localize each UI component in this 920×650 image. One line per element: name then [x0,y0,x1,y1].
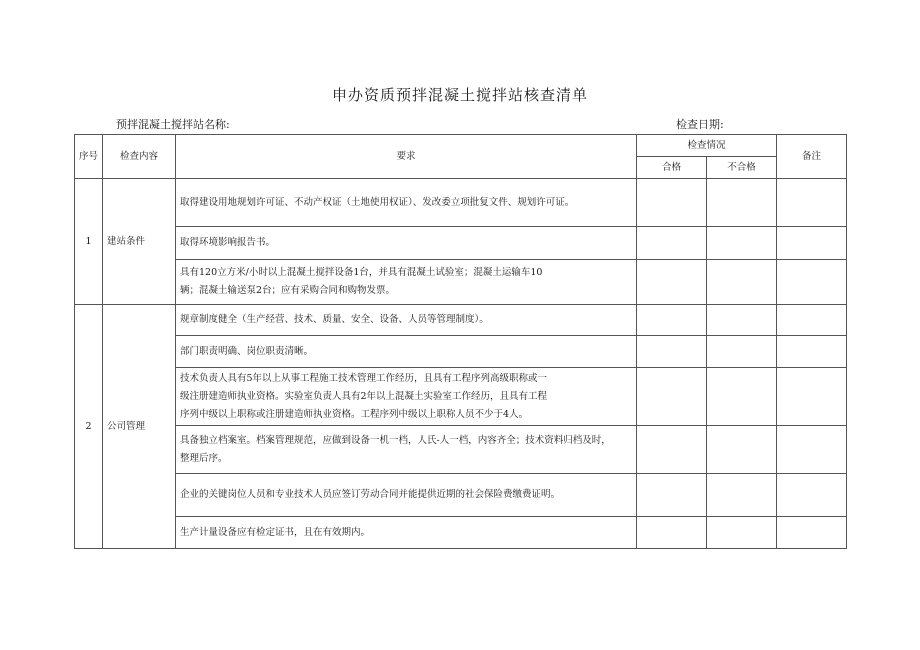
requirement-cell [176,426,637,474]
remark-cell[interactable] [777,368,847,426]
table-row [75,227,847,260]
table-row [75,474,847,517]
requirement-line: 整理后序。 [180,452,228,464]
requirement-line: 序列中级以上职称或注册建造师执业资格。工程序列中级以上职称人员不少于4人。 [180,408,529,420]
pass-cell[interactable] [637,305,707,336]
requirement-cell [176,179,637,227]
pass-cell[interactable] [637,517,707,549]
requirement-line: 取得建设用地规划许可证、不动产权证（土地使用权证）、发改委立项批复文件、规划许可证。 [180,196,575,208]
pass-cell[interactable] [637,179,707,227]
requirement-line: 企业的关键岗位人员和专业技术人员应签订劳动合同并能提供近期的社会保险费缴费证明。 [180,489,561,500]
header-fail: 不合格 [707,157,777,179]
requirement-cell [176,474,637,517]
fail-cell[interactable] [707,179,777,227]
table-row [75,305,847,336]
remark-cell[interactable] [777,260,847,305]
fail-cell[interactable] [707,426,777,474]
check-date-label: 检查日期: [676,118,724,131]
table-row [75,179,847,227]
requirement-cell [176,517,637,549]
remark-cell[interactable] [777,426,847,474]
requirement-line: 取得环境影响报告书。 [180,237,276,248]
table-row [75,260,847,305]
requirement-line: 辆；混凝土输送泵2台；应有采购合同和购物发票。 [180,285,396,296]
section-seq: 1 [75,179,103,305]
pass-cell[interactable] [637,336,707,368]
requirement-cell [176,227,637,260]
section-content: 公司管理 [103,305,176,549]
requirement-line: 技术负责人具有5年以上从事工程施工技术管理工作经历，且具有工程序列高级职称或一 [180,372,548,384]
section-content: 建站条件 [103,179,176,305]
fail-cell[interactable] [707,336,777,368]
fail-cell[interactable] [707,227,777,260]
requirement-cell [176,336,637,368]
remark-cell[interactable] [777,179,847,227]
remark-cell[interactable] [777,517,847,549]
table-row [75,336,847,368]
fail-cell[interactable] [707,517,777,549]
header-pass: 合格 [637,157,707,179]
requirement-cell [176,305,637,336]
remark-cell[interactable] [777,336,847,368]
fail-cell[interactable] [707,368,777,426]
pass-cell[interactable] [637,474,707,517]
header-content: 检查内容 [103,135,176,179]
remark-cell[interactable] [777,474,847,517]
fail-cell[interactable] [707,305,777,336]
header-remark: 备注 [777,135,847,179]
pass-cell[interactable] [637,426,707,474]
remark-cell[interactable] [777,227,847,260]
header-seq: 序号 [75,135,103,179]
page-title: 申办资质预拌混凝土搅拌站核查清单 [331,86,588,104]
table-row [75,426,847,474]
requirement-cell [176,368,637,426]
requirement-line: 具有120立方米/小时以上混凝土搅拌设备1台，并具有混凝土试验室；混凝土运输车10 [180,267,543,278]
header-status: 检查情况 [637,135,777,157]
requirement-line: 规章制度健全（生产经营、技术、质量、安全、设备、人员等管理制度）。 [180,314,489,325]
station-name-label: 预拌混凝土搅拌站名称: [116,118,230,131]
remark-cell[interactable] [777,305,847,336]
pass-cell[interactable] [637,260,707,305]
pass-cell[interactable] [637,368,707,426]
section-seq: 2 [75,305,103,549]
requirement-line: 生产计量设备应有检定证书，且在有效期内。 [180,526,371,538]
table-row [75,368,847,426]
requirement-line: 部门职责明确、岗位职责清晰。 [180,345,314,357]
pass-cell[interactable] [637,227,707,260]
fail-cell[interactable] [707,260,777,305]
requirement-line: 级注册建造师执业资格。实验室负责人具有2年以上混凝土实验室工作经历，且具有工程 [180,390,548,402]
header-requirement: 要求 [176,135,637,179]
checklist-table [74,134,847,549]
table-row [75,517,847,549]
fail-cell[interactable] [707,474,777,517]
requirement-line: 具备独立档案室。档案管理规范，应做到设备一机一档，人氏-人一档，内容齐全；技术资料归档及时， [180,434,611,446]
requirement-cell [176,260,637,305]
